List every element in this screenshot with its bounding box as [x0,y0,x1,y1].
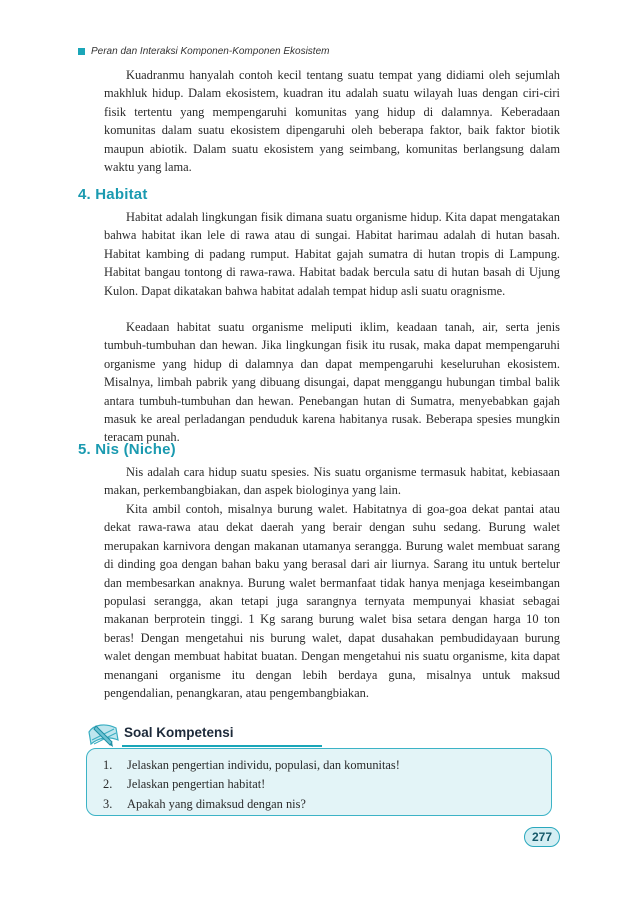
page-number: 277 [524,827,560,847]
soal-kompetensi-box [86,748,552,816]
intro-paragraph: Kuadranmu hanyalah contoh kecil tentang suatu tempat yang didiami oleh sejumlah makhluk hidup. Dalam ekosistem, kuadran itu adalah suatu wilayah luas dengan ciri-ciri fisik tertentu yang mempengaruhi komunitas yang hidup di dalamnya. Keberadaan komunitas dalam suatu ekosistem dipengaruhi oleh beberapa faktor, baik faktor biotik maupun abiotik. Dalam suatu ekosistem yang seimbang, komunitas berlangsung dalam waktu yang lama. [104,68,560,175]
habitat-paragraph-2: Keadaan habitat suatu organisme meliputi iklim, keadaan tanah, air, serta jenis tumbuh-tumbuhan dan hewan. Jika lingkungan fisik itu rusak, maka dapat mempengaruhi organisme yang hidup di dalamnya dan dapat mempengaruhi keseluruhan ekosistem. Misalnya, limbah pabrik yang dibuang disungai, dapat menggangu hubungan timbal balik antara tumbuh-tumbuhan dan hewan. Penebangan hutan di Sumatra, menyebabkan gajah masuk ke areal perladangan penduduk karena habitanya rusak. Beberapa spesies mungkin teracam punah. [104,320,560,445]
soal-kompetensi-title: Soal Kompetensi [124,725,234,740]
habitat-paragraph-1: Habitat adalah lingkungan fisik dimana suatu organisme hidup. Kita dapat mengatakan bahwa habitat ikan lele di rawa atau di sungai. Habitat harimau adalah di hutan basah. Habitat kambing di padang rumput. Habitat gajah sumatra di hutan tropis di Lampung. Habitat bangau tontong di rawa-rawa. Habitat badak bercula satu di hutan basah di Ujung Kulon. Dapat dikatakan bahwa habitat adalah tempat hidup asli suatu oragnisme. [104,210,560,298]
header-square-icon [78,48,85,55]
soal-item [103,775,551,794]
running-title: Peran dan Interaksi Komponen-Komponen Ekosistem [91,46,330,57]
soal-title-underline [122,745,322,747]
soal-item-text: Jelaskan pengertian individu, populasi, dan komunitas! [127,758,400,772]
soal-item-text: Jelaskan pengertian habitat! [127,777,266,792]
soal-kompetensi-header [86,720,256,750]
soal-item-number: 2. [103,777,113,792]
soal-list [87,749,551,814]
soal-item [103,795,551,814]
soal-item-number: 3. [103,796,113,811]
soal-item-number: 1. [103,758,113,772]
habitat-heading: 4. Habitat [78,186,148,203]
nis-paragraph-1: Nis adalah cara hidup suatu spesies. Nis suatu organisme termasuk habitat, kebiasaan makan, perkembangbiakan, dan aspek biologinya yang lain. [104,465,560,498]
nis-heading: 5. Nis (Niche) [78,441,176,458]
soal-item [103,756,551,775]
nis-paragraph-2: Kita ambil contoh, misalnya burung walet. Habitatnya di goa-goa dekat pantai atau dekat rawa-rawa atau dekat daerah yang berair dengan suhu sedang. Burung walet merupakan karnivora dengan makanan utamanya serangga. Burung walet membuat sarang di dinding goa dengan bahan baku yang berasal dari air liurnya. Sarang itu untuk bertelur dan membesarkan anaknya. Burung walet bermanfaat tidak hanya menjaga keseimbangan populasi serangga, akan tetapi juga sarangnya ternyata mempunyai khasiat sebagai makanan berprotein tinggi. 1 Kg sarang burung walet bisa setara dengan harga 10 ton beras! Dengan mengetahui nis burung walet, dapat dusahakan pembudidayaan burung walet dengan membuat habitat buatan. Dengan mengetahui nis suatu organisme, kita dapat menangani organisme itu dengan lebih berdaya guna, misalnya untuk maksud pengendalian, penangkaran, atau pengembangbiakan. [104,502,560,701]
pencil-paper-icon [86,720,122,750]
running-header [78,46,329,57]
soal-item-text: Apakah yang dimaksud dengan nis? [127,796,306,811]
